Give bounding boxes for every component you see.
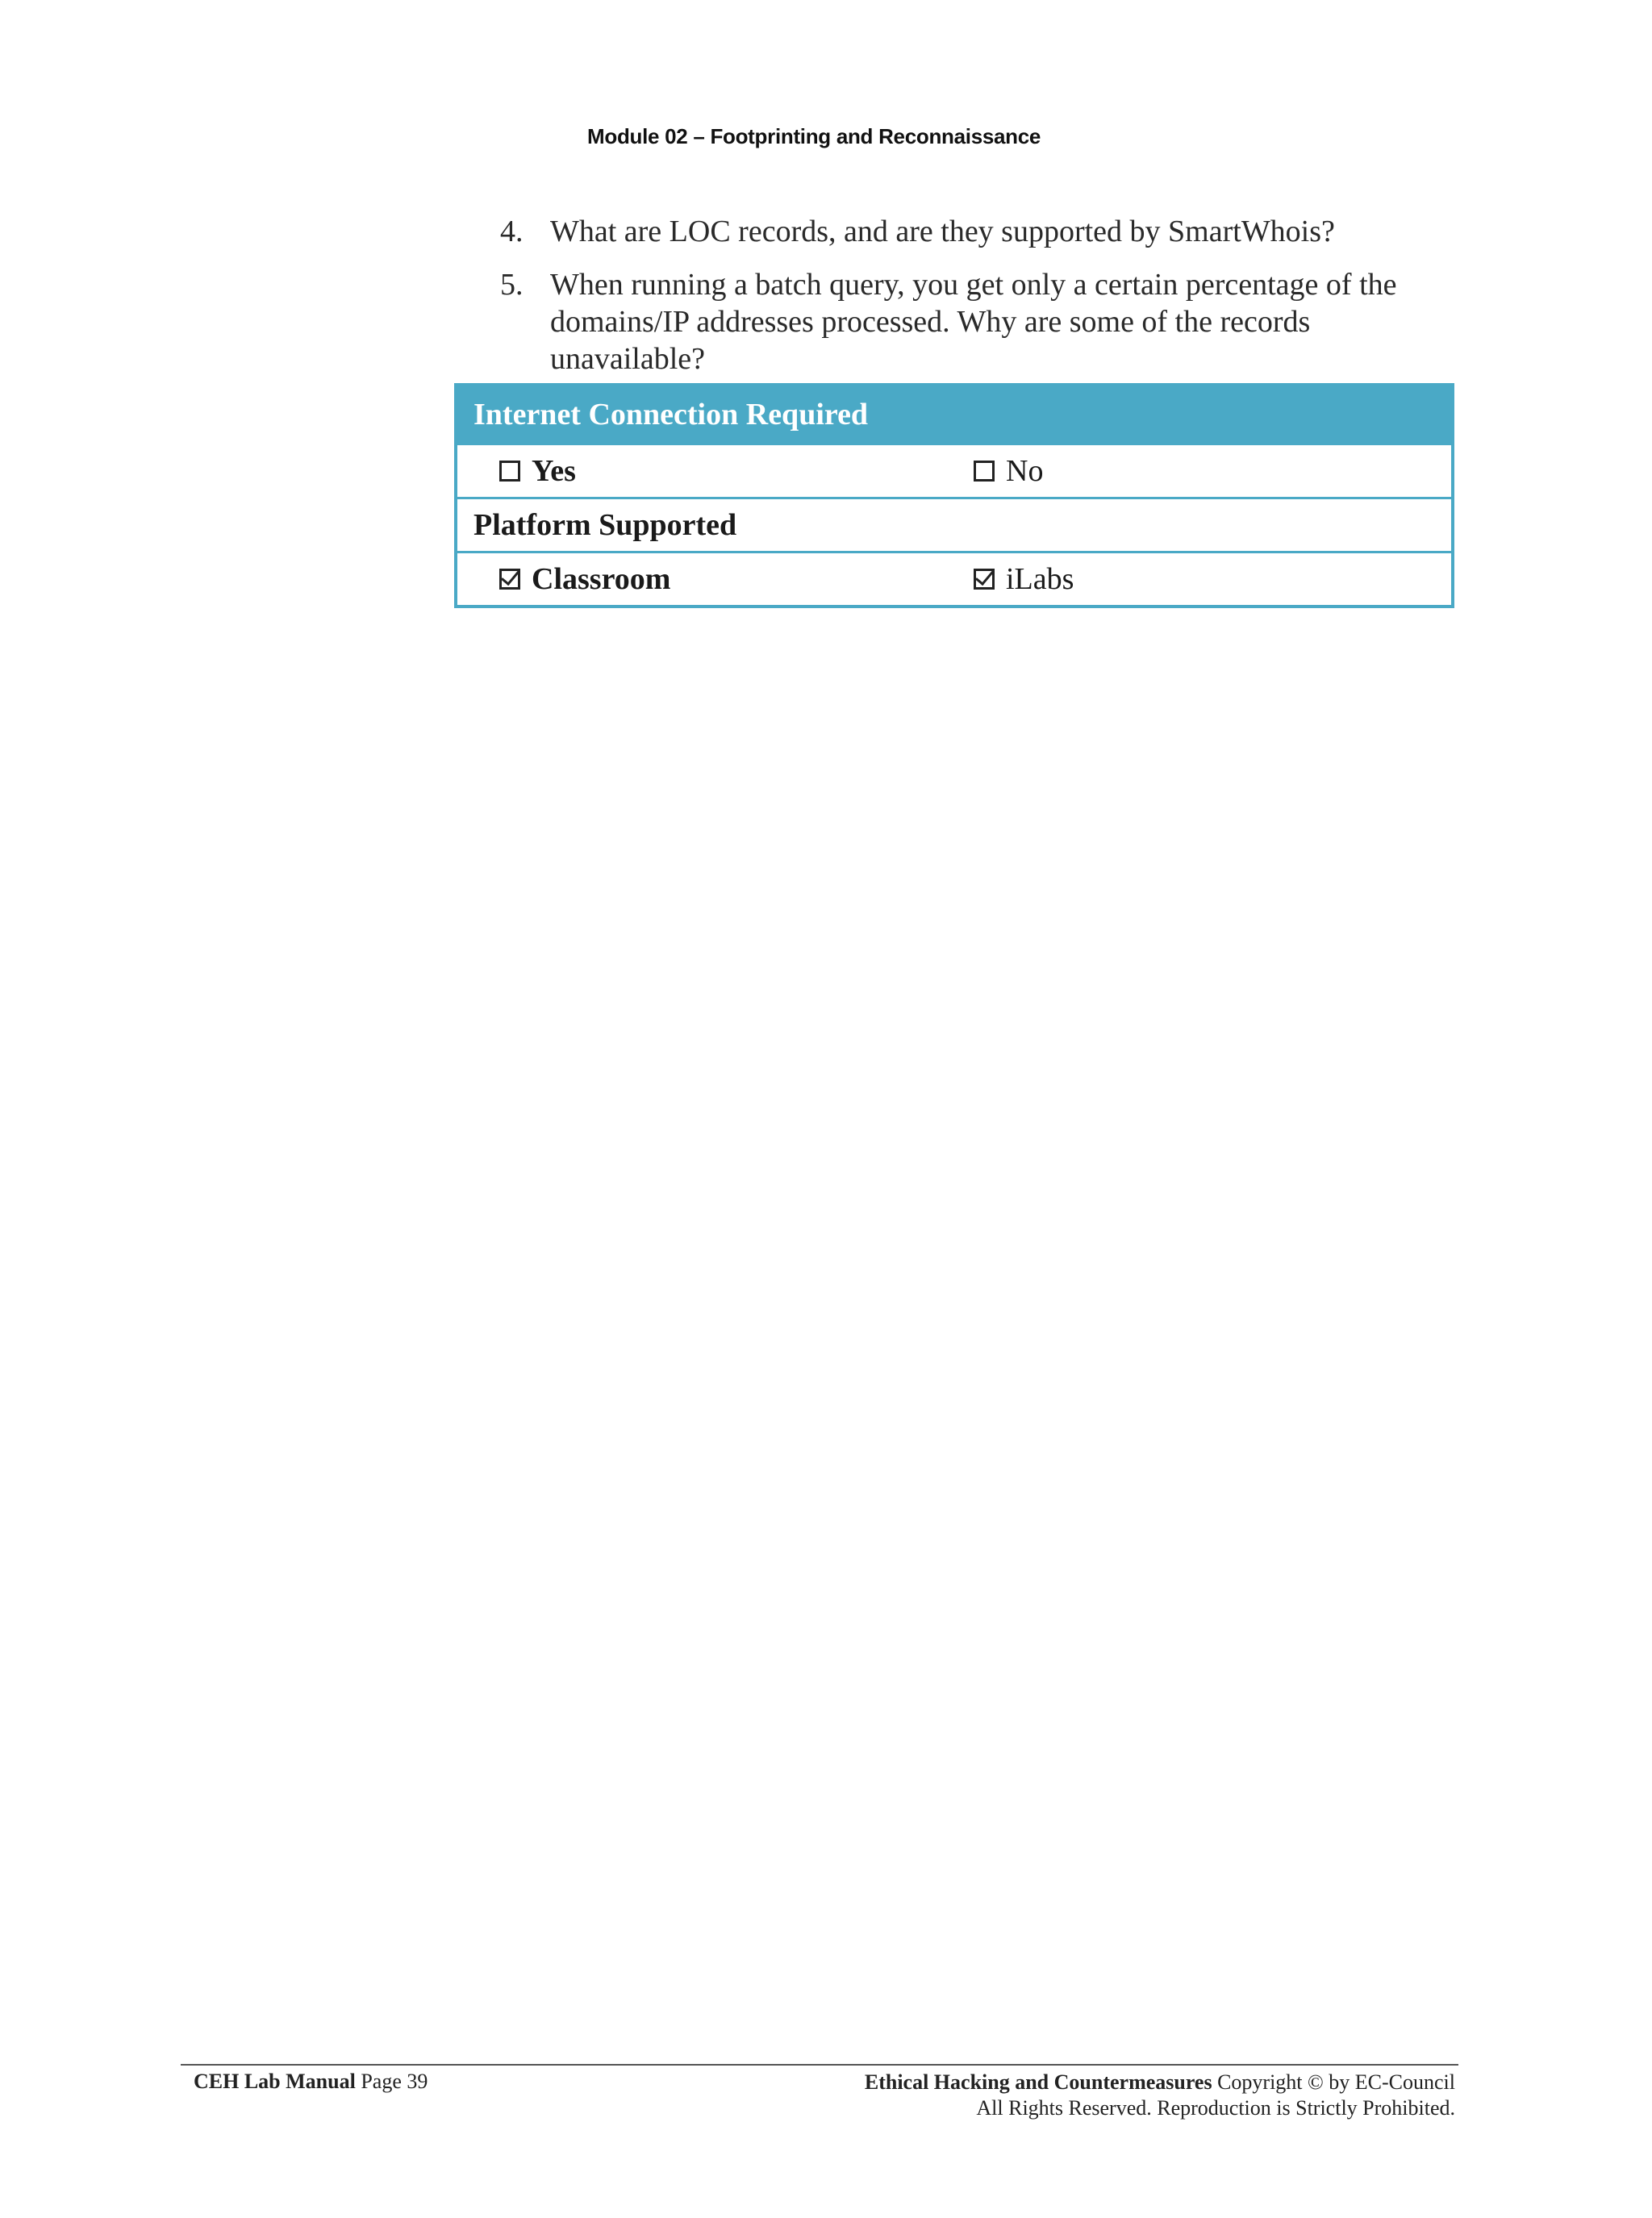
- manual-label: CEH Lab Manual: [194, 2070, 356, 2093]
- question-item: [500, 213, 1460, 250]
- no-checkbox[interactable]: [974, 461, 995, 482]
- footer-copyright: [865, 2070, 1455, 2121]
- internet-connection-header: [457, 386, 1451, 443]
- question-number: 4.: [500, 215, 524, 248]
- yes-option[interactable]: [457, 453, 974, 489]
- footer-divider: [181, 2064, 1458, 2066]
- no-label: No: [1006, 454, 1044, 488]
- question-text: What are LOC records, and are they supported by SmartWhois?: [550, 215, 1335, 248]
- platform-supported-options: [457, 551, 1451, 605]
- platform-supported-title: Platform Supported: [473, 508, 737, 542]
- rights-text: All Rights Reserved. Reproduction is Strictly Prohibited.: [976, 2096, 1455, 2120]
- footer-page-info: [194, 2070, 428, 2094]
- ilabs-option[interactable]: [974, 561, 1451, 597]
- ilabs-checkbox[interactable]: [974, 569, 995, 590]
- question-list: [500, 213, 1460, 394]
- yes-label: Yes: [532, 454, 576, 488]
- internet-connection-options: [457, 443, 1451, 497]
- course-title: Ethical Hacking and Countermeasures: [864, 2070, 1212, 2094]
- requirements-table: [454, 383, 1454, 608]
- classroom-checkbox[interactable]: [499, 569, 520, 590]
- ilabs-label: iLabs: [1006, 562, 1074, 596]
- page-label: Page 39: [361, 2070, 428, 2093]
- module-title: Module 02 – Footprinting and Reconnaissance: [587, 124, 1041, 148]
- copyright-text: Copyright © by EC-Council: [1217, 2070, 1455, 2094]
- question-number: 5.: [500, 268, 524, 302]
- no-option[interactable]: [974, 453, 1451, 489]
- question-text: When running a batch query, you get only a certain percentage of the domains/IP addresses processed. Why are some of the records unavailable?: [550, 268, 1397, 376]
- platform-supported-header: [457, 497, 1451, 551]
- classroom-label: Classroom: [532, 562, 671, 596]
- question-item: [500, 266, 1460, 377]
- classroom-option[interactable]: [457, 561, 974, 597]
- yes-checkbox[interactable]: [499, 461, 520, 482]
- internet-connection-title: Internet Connection Required: [473, 398, 869, 432]
